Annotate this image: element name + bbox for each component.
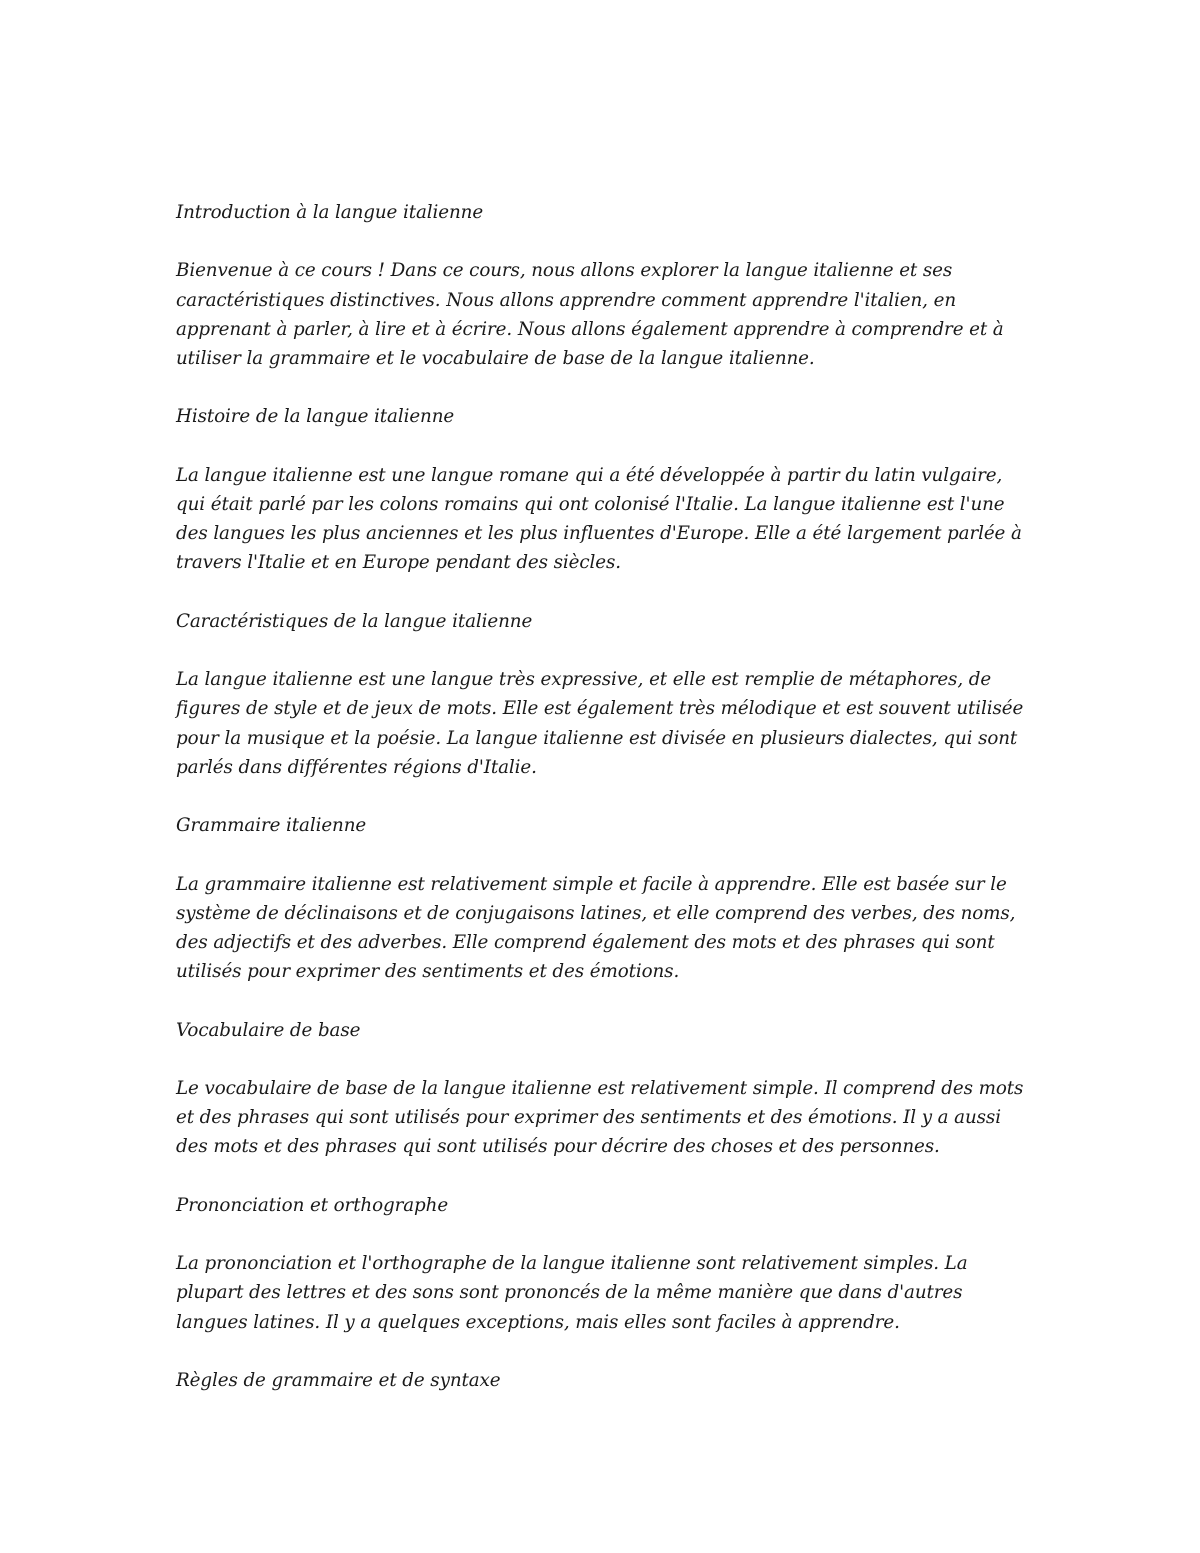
section-body-grammaire: La grammaire italienne est relativement simple et facile à apprendre. Elle est basée sur le système de déclinaisons et de conjugaisons latines, et elle comprend des verbes, des noms, des adjectifs et des adverbes. Elle comprend également des mots et des phrases qui sont utilisés pour exprimer des sentiments et des émotions. — [176, 873, 1016, 983]
section-heading-prononciation: Prononciation et orthographe — [176, 1194, 449, 1216]
section-body-vocabulaire: Le vocabulaire de base de la langue italienne est relativement simple. Il comprend des mots et des phrases qui sont utilisés pour exprimer des sentiments et des émotions. Il y a aussi des mots et des phrases qui sont utilisés pour décrire des choses et des personnes. — [176, 1077, 1024, 1158]
section-body-caracteristiques: La langue italienne est une langue très expressive, et elle est remplie de métaphores, de figures de style et de jeux de mots. Elle est également très mélodique et est souvent utilisée pour la musique et la poésie. La langue italienne est divisée en plusieurs dialectes, qui sont parlés dans différentes régions d'Italie. — [176, 669, 1024, 778]
section-body-introduction: Bienvenue à ce cours ! Dans ce cours, nous allons explorer la langue italienne et ses caractéristiques distinctives. Nous allons apprendre comment apprendre l'italien, en apprenant à parler, à lire et à écrire. Nous allons également apprendre à comprendre et à utiliser la grammaire et le vocabulaire de base de la langue italienne. — [176, 260, 1004, 369]
section-heading-grammaire: Grammaire italienne — [176, 815, 367, 837]
document-body — [176, 198, 1026, 1424]
section-heading-caracteristiques: Caractéristiques de la langue italienne — [176, 610, 533, 632]
section-heading-vocabulaire: Vocabulaire de base — [176, 1019, 361, 1041]
section-body-histoire: La langue italienne est une langue romane qui a été développée à partir du latin vulgaire, qui était parlé par les colons romains qui ont colonisé l'Italie. La langue italienne est l'une des langues les plus anciennes et les plus influentes d'Europe. Elle a été largement parlée à travers l'Italie et en Europe pendant des siècles. — [176, 464, 1022, 574]
section-body-prononciation: La prononciation et l'orthographe de la langue italienne sont relativement simples. La plupart des lettres et des sons sont prononcés de la même manière que dans d'autres langues latines. Il y a quelques exceptions, mais elles sont faciles à apprendre. — [176, 1253, 968, 1333]
section-heading-histoire: Histoire de la langue italienne — [176, 406, 455, 428]
section-heading-introduction: Introduction à la langue italienne — [176, 202, 484, 223]
section-heading-regles: Règles de grammaire et de syntaxe — [176, 1369, 501, 1391]
